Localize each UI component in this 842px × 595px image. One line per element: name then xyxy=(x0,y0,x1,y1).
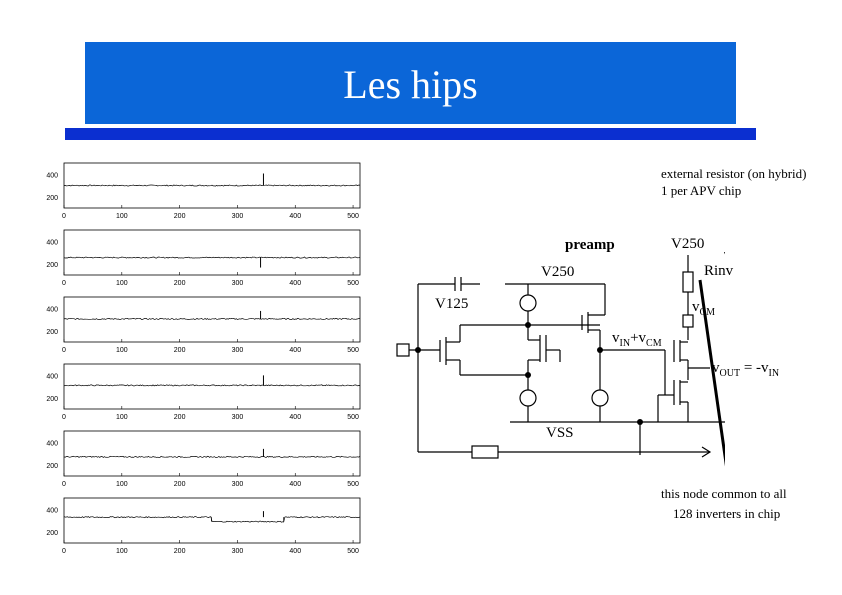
x-tick-label: 500 xyxy=(347,548,359,555)
x-tick-label: 500 xyxy=(347,280,359,287)
y-tick-label: 400 xyxy=(46,172,58,180)
y-tick-label: 200 xyxy=(46,261,58,269)
current-source-top xyxy=(520,295,536,311)
y-tick-label: 200 xyxy=(46,529,58,537)
x-tick-label: 400 xyxy=(289,481,302,488)
plot-6 xyxy=(46,498,360,555)
x-tick-label: 100 xyxy=(115,213,128,220)
input-pad xyxy=(397,344,409,356)
current-source-bottom-right xyxy=(592,390,608,406)
title-banner xyxy=(85,42,736,124)
feedback-resistor xyxy=(472,446,498,458)
plot-4 xyxy=(46,364,360,421)
title-underline xyxy=(65,128,756,140)
x-tick-label: 0 xyxy=(62,347,66,354)
vout-label: $v_{OUT} = -v_{IN}$ xyxy=(712,360,780,379)
common-node-note-1: this node common to all xyxy=(661,486,787,501)
current-source-bottom-left xyxy=(520,390,536,406)
x-tick-label: 500 xyxy=(347,414,359,421)
slide-title: Les hips xyxy=(343,62,478,107)
x-tick-label: 400 xyxy=(289,414,302,421)
y-tick-label: 400 xyxy=(46,306,58,314)
y-tick-label: 400 xyxy=(46,239,58,247)
x-tick-label: 100 xyxy=(115,481,128,488)
plot-frame xyxy=(64,364,360,409)
x-tick-label: 500 xyxy=(347,481,359,488)
x-tick-label: 300 xyxy=(231,347,244,354)
x-tick-label: 0 xyxy=(62,548,66,555)
x-tick-label: 300 xyxy=(231,280,244,287)
x-tick-label: 100 xyxy=(115,414,128,421)
x-tick-label: 400 xyxy=(289,347,302,354)
x-tick-label: 100 xyxy=(115,280,128,287)
plot-5 xyxy=(46,431,360,488)
x-tick-label: 0 xyxy=(62,280,66,287)
x-tick-label: 500 xyxy=(347,213,359,220)
plot-frame xyxy=(64,230,360,275)
y-tick-label: 200 xyxy=(46,194,58,202)
x-tick-label: 0 xyxy=(62,481,66,488)
vin-vcm-label: $v_{IN}+v_{CM}$ xyxy=(612,330,662,349)
v250-top-label: V250 xyxy=(671,236,705,252)
x-tick-label: 500 xyxy=(347,347,359,354)
x-tick-label: 200 xyxy=(173,213,186,220)
x-tick-label: 200 xyxy=(173,280,186,287)
y-tick-label: 200 xyxy=(46,462,58,470)
plot-frame xyxy=(64,431,360,476)
pedestal-plots xyxy=(30,158,370,558)
x-tick-label: 400 xyxy=(289,548,302,555)
rinv-label: Rinv xyxy=(704,263,734,279)
x-tick-label: 100 xyxy=(115,347,128,354)
x-tick-label: 300 xyxy=(231,414,244,421)
y-tick-label: 200 xyxy=(46,328,58,336)
x-tick-label: 200 xyxy=(173,347,186,354)
plot-frame xyxy=(64,297,360,342)
x-tick-label: 100 xyxy=(115,548,128,555)
x-tick-label: 400 xyxy=(289,280,302,287)
y-tick-label: 400 xyxy=(46,440,58,448)
vcm-label: $v_{CM}$ xyxy=(692,299,716,318)
x-tick-label: 400 xyxy=(289,213,302,220)
x-tick-label: 200 xyxy=(173,548,186,555)
x-tick-label: 300 xyxy=(231,548,244,555)
x-tick-label: 200 xyxy=(173,481,186,488)
external-resistor-note-1: external resistor (on hybrid) xyxy=(661,166,807,181)
y-tick-label: 400 xyxy=(46,373,58,381)
x-tick-label: 200 xyxy=(173,414,186,421)
v125-label: V125 xyxy=(435,296,469,312)
x-tick-label: 0 xyxy=(62,213,66,220)
y-tick-label: 400 xyxy=(46,507,58,515)
external-resistor-note-2: 1 per APV chip xyxy=(661,183,742,198)
x-tick-label: 300 xyxy=(231,213,244,220)
rinv-resistor xyxy=(683,272,693,292)
x-tick-label: 300 xyxy=(231,481,244,488)
vss-label: VSS xyxy=(546,425,574,441)
preamp-label: preamp xyxy=(565,237,615,253)
plot-3 xyxy=(46,297,360,354)
plot-1 xyxy=(46,163,360,220)
v250-left-label: V250 xyxy=(541,264,575,280)
y-tick-label: 200 xyxy=(46,395,58,403)
common-node-note-2: 128 inverters in chip xyxy=(673,506,781,521)
plot-2 xyxy=(46,230,360,287)
x-tick-label: 0 xyxy=(62,414,66,421)
